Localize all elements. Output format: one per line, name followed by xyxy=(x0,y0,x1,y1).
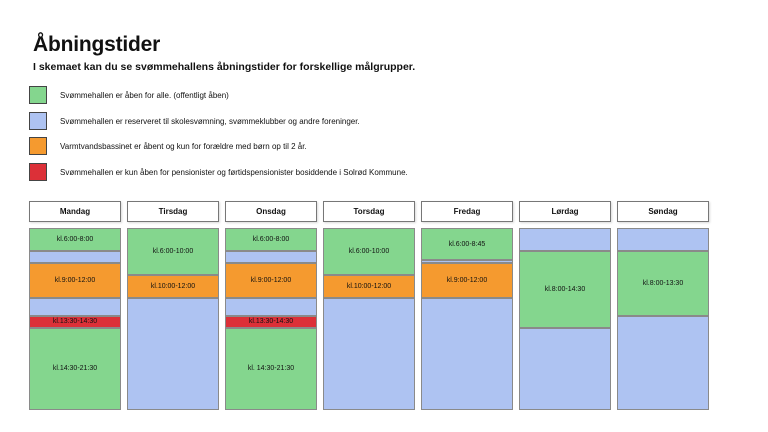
schedule-block-blue xyxy=(519,228,611,251)
day-blocks xyxy=(617,228,709,410)
schedule-block-orange xyxy=(323,275,415,298)
schedule-block-blue xyxy=(225,251,317,263)
day-header: Lørdag xyxy=(519,201,611,222)
schedule-block-label: kl.14:30-21:30 xyxy=(52,365,98,373)
schedule-block-red xyxy=(29,316,121,328)
schedule-block-orange xyxy=(127,275,219,298)
day-blocks xyxy=(421,228,513,410)
schedule-block-blue xyxy=(323,298,415,410)
schedule-block-blue xyxy=(421,298,513,410)
day-blocks xyxy=(323,228,415,410)
schedule-block-label: kl.13:30-14:30 xyxy=(248,318,294,326)
schedule-block-label: kl.9:00-12:00 xyxy=(250,277,292,285)
schedule-block-blue xyxy=(225,298,317,316)
day-column xyxy=(225,201,317,373)
legend-text: Svømmehallen er åben for alle. (offentligt åben) xyxy=(60,90,229,100)
schedule-block-green xyxy=(421,228,513,260)
schedule-block-blue xyxy=(617,316,709,410)
schedule-block-label: kl.9:00-12:00 xyxy=(446,277,488,285)
schedule-block-label: kl.10:00-12:00 xyxy=(150,283,196,291)
schedule-block-blue xyxy=(29,251,121,263)
legend-swatch xyxy=(29,86,47,104)
schedule-block-label: kl.8:00-14:30 xyxy=(544,286,586,294)
day-blocks xyxy=(29,228,121,410)
schedule-block-green xyxy=(29,228,121,251)
schedule-block-label: kl.9:00-12:00 xyxy=(54,277,96,285)
schedule-block-orange xyxy=(29,263,121,298)
legend-swatch xyxy=(29,163,47,181)
day-header: Torsdag xyxy=(323,201,415,222)
schedule-block-label: kl.6:00-8:00 xyxy=(56,236,94,244)
schedule-block-label: kl.8:00-13:30 xyxy=(642,280,684,288)
day-column xyxy=(617,201,709,288)
day-header: Mandag xyxy=(29,201,121,222)
day-header: Fredag xyxy=(421,201,513,222)
page-title: Åbningstider xyxy=(33,33,161,56)
schedule-block-green xyxy=(225,328,317,410)
day-column xyxy=(29,201,121,373)
legend-swatch xyxy=(29,137,47,155)
schedule-block-green xyxy=(29,328,121,410)
legend-swatch xyxy=(29,112,47,130)
schedule-block-green xyxy=(323,228,415,275)
day-blocks xyxy=(225,228,317,410)
day-column xyxy=(323,201,415,291)
day-blocks xyxy=(127,228,219,410)
day-column xyxy=(127,201,219,291)
schedule-block-green xyxy=(617,251,709,316)
legend-item-public xyxy=(29,85,229,105)
legend-text: Varmtvandsbassinet er åbent og kun for forældre med børn op til 2 år. xyxy=(60,141,307,151)
schedule-block-orange xyxy=(421,263,513,298)
schedule-block-label: kl.6:00-8:45 xyxy=(448,240,486,248)
legend-text: Svømmehallen er kun åben for pensionister og førtidspensionister bosiddende i Solrød Kommune. xyxy=(60,167,408,177)
schedule-block-label: kl.13:30-14:30 xyxy=(52,318,98,326)
schedule-block-label: kl.6:00-10:00 xyxy=(152,247,194,255)
schedule-block-green xyxy=(519,251,611,327)
day-column xyxy=(421,201,513,285)
day-header: Onsdag xyxy=(225,201,317,222)
legend-item-reserved xyxy=(29,111,360,131)
schedule-block-red xyxy=(225,316,317,328)
day-column xyxy=(519,201,611,294)
schedule-block-label: kl.6:00-8:00 xyxy=(252,236,290,244)
schedule-block-blue xyxy=(617,228,709,251)
day-header: Søndag xyxy=(617,201,709,222)
schedule-block-label: kl.10:00-12:00 xyxy=(346,283,392,291)
schedule-block-orange xyxy=(225,263,317,298)
schedule-block-green xyxy=(127,228,219,275)
schedule-block-label: kl. 14:30-21:30 xyxy=(247,365,295,373)
schedule-block-blue xyxy=(127,298,219,410)
day-header: Tirsdag xyxy=(127,201,219,222)
schedule-block-green xyxy=(225,228,317,251)
legend-item-pensioners xyxy=(29,162,408,182)
legend-item-parents xyxy=(29,136,307,156)
day-blocks xyxy=(519,228,611,410)
schedule-block-blue xyxy=(29,298,121,316)
legend-text: Svømmehallen er reserveret til skolesvømning, svømmeklubber og andre foreninger. xyxy=(60,116,360,126)
schedule-block-blue xyxy=(519,328,611,410)
page-subtitle: I skemaet kan du se svømmehallens åbningstider for forskellige målgrupper. xyxy=(33,61,416,73)
schedule-block-label: kl.6:00-10:00 xyxy=(348,247,390,255)
